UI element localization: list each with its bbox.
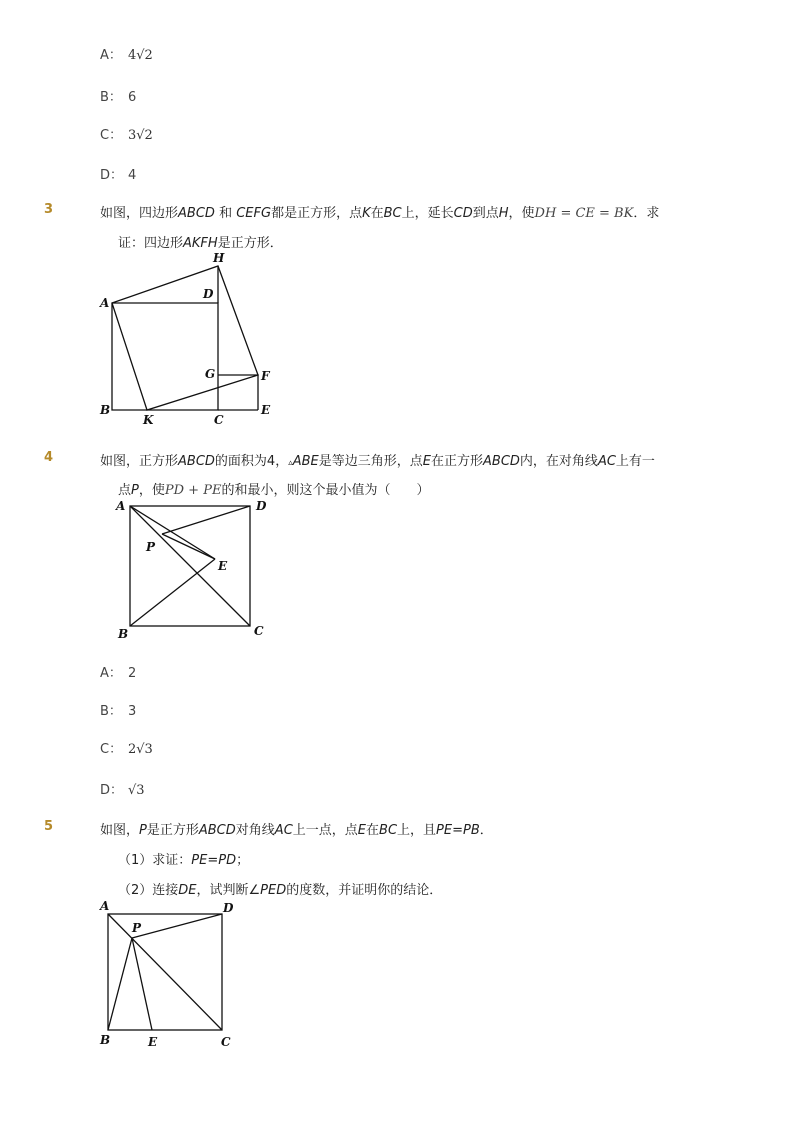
option-label: B：	[100, 704, 122, 719]
label-e: E	[261, 403, 271, 417]
math-expr: DH = CE = BK	[534, 206, 634, 221]
square-abcd	[112, 303, 218, 410]
option-label: B：	[100, 90, 122, 105]
question-3-line-2	[118, 232, 283, 251]
label-g: G	[205, 367, 216, 381]
text: 上一点，点	[292, 823, 358, 838]
option-c[interactable]	[100, 124, 153, 143]
text: 和	[219, 206, 233, 221]
option-value: 4	[128, 168, 137, 183]
math-expr: PE=PB	[436, 823, 480, 838]
text: 的面积为4，	[214, 454, 289, 469]
text: ．求	[633, 206, 660, 221]
label-p: P	[146, 540, 156, 554]
option-c[interactable]	[100, 738, 153, 757]
text: 的度数，并证明你的结论．	[286, 883, 443, 898]
math-var: E	[422, 454, 431, 469]
text: （2）连接	[118, 883, 179, 898]
label-f: F	[261, 369, 270, 383]
text: 在	[366, 823, 380, 838]
label-d: D	[256, 499, 267, 513]
text: （1）求证：	[118, 853, 192, 868]
math-var: BC	[383, 206, 402, 221]
figure-q5	[92, 896, 252, 1056]
triangle-symbol: ▵	[288, 458, 293, 468]
square-cefg	[218, 375, 258, 410]
option-a[interactable]	[100, 662, 136, 681]
math-var: CEFG	[236, 206, 272, 221]
math-expr: PE=PD	[191, 853, 237, 868]
text: ，使	[138, 483, 165, 498]
math-var: AC	[274, 823, 293, 838]
text: 如图，四边形	[100, 206, 179, 221]
math-var: E	[357, 823, 367, 838]
question-5-line-1	[100, 819, 493, 838]
option-value: 2	[128, 666, 137, 681]
math-var: PED	[260, 883, 287, 898]
option-a[interactable]	[100, 44, 153, 63]
option-b[interactable]	[100, 700, 136, 719]
text: 证：四边形	[118, 236, 184, 251]
text: ；	[236, 853, 250, 868]
text: 在	[370, 206, 384, 221]
label-b: B	[100, 403, 111, 417]
square-akfh	[112, 266, 258, 410]
option-d[interactable]	[100, 164, 136, 183]
figure-q3	[92, 250, 292, 430]
math-var: ABCD	[178, 454, 215, 469]
segment-pb	[108, 938, 132, 1030]
label-k: K	[143, 413, 154, 427]
text: 是正方形．	[217, 236, 283, 251]
segment-pd	[162, 506, 250, 534]
text: 如图，正方形	[100, 454, 179, 469]
option-label: A：	[100, 48, 122, 63]
text: 是等边三角形，点	[318, 454, 423, 469]
option-label: C：	[100, 742, 123, 757]
text: ．	[479, 823, 493, 838]
option-label: A：	[100, 666, 122, 681]
label-p: P	[132, 921, 142, 935]
label-d: D	[203, 287, 214, 301]
question-number: 3	[44, 202, 54, 217]
label-e: E	[218, 559, 228, 573]
option-label: D：	[100, 783, 124, 798]
math-var: H	[498, 206, 509, 221]
text: 的和最小，则这个最小值为（ ）	[221, 483, 430, 498]
label-b: B	[118, 627, 129, 641]
question-5-sub-1	[118, 849, 249, 868]
math-var: AC	[597, 454, 616, 469]
math-var: ABCD	[178, 206, 215, 221]
label-e: E	[148, 1035, 158, 1049]
label-c: C	[254, 624, 264, 638]
option-value: 6	[128, 90, 137, 105]
text: 上，且	[397, 823, 437, 838]
label-a: A	[100, 899, 110, 913]
label-d: D	[223, 901, 234, 915]
question-4-line-1	[100, 450, 655, 469]
text: 点	[118, 483, 132, 498]
math-var: K	[362, 206, 371, 221]
text: 上，延长	[401, 206, 454, 221]
text: 在正方形	[431, 454, 484, 469]
segment-pd	[132, 914, 222, 938]
option-value: 3	[128, 704, 137, 719]
option-value: 2√3	[128, 742, 153, 757]
math-var: ABE	[292, 454, 319, 469]
label-b: B	[100, 1033, 111, 1047]
question-number: 5	[44, 819, 54, 834]
math-var: AKFH	[183, 236, 218, 251]
option-value: √3	[128, 783, 145, 798]
text: 上有一	[615, 454, 655, 469]
question-number: 4	[44, 450, 54, 465]
text: 都是正方形，点	[271, 206, 363, 221]
text: 到点	[472, 206, 499, 221]
option-d[interactable]	[100, 779, 145, 798]
option-label: D：	[100, 168, 124, 183]
math-expr: PD + PE	[164, 483, 222, 498]
math-var: DE	[178, 883, 197, 898]
label-c: C	[221, 1035, 231, 1049]
option-b[interactable]	[100, 86, 136, 105]
diagonal-ac	[130, 506, 250, 626]
question-3-line-1	[100, 202, 659, 221]
option-value: 4√2	[128, 48, 153, 63]
text: 如图，	[100, 823, 140, 838]
label-h: H	[213, 251, 225, 265]
text: ，试判断∠	[196, 883, 261, 898]
math-var: P	[131, 483, 139, 498]
math-var: CD	[453, 206, 473, 221]
text: 对角线	[235, 823, 275, 838]
segment-ae	[130, 506, 215, 559]
text: 内，在对角线	[519, 454, 598, 469]
segment-pe	[132, 938, 152, 1030]
segment-be	[130, 559, 215, 626]
diagonal-ac	[108, 914, 222, 1030]
math-var: ABCD	[198, 823, 236, 838]
text: ，使	[508, 206, 535, 221]
option-value: 3√2	[128, 128, 153, 143]
figure-q4	[110, 496, 280, 646]
math-var: ABCD	[483, 454, 520, 469]
label-a: A	[100, 296, 110, 310]
math-var: BC	[379, 823, 398, 838]
text: 是正方形	[146, 823, 199, 838]
math-var: P	[139, 823, 147, 838]
label-c: C	[214, 413, 224, 427]
label-a: A	[116, 499, 126, 513]
option-label: C：	[100, 128, 123, 143]
